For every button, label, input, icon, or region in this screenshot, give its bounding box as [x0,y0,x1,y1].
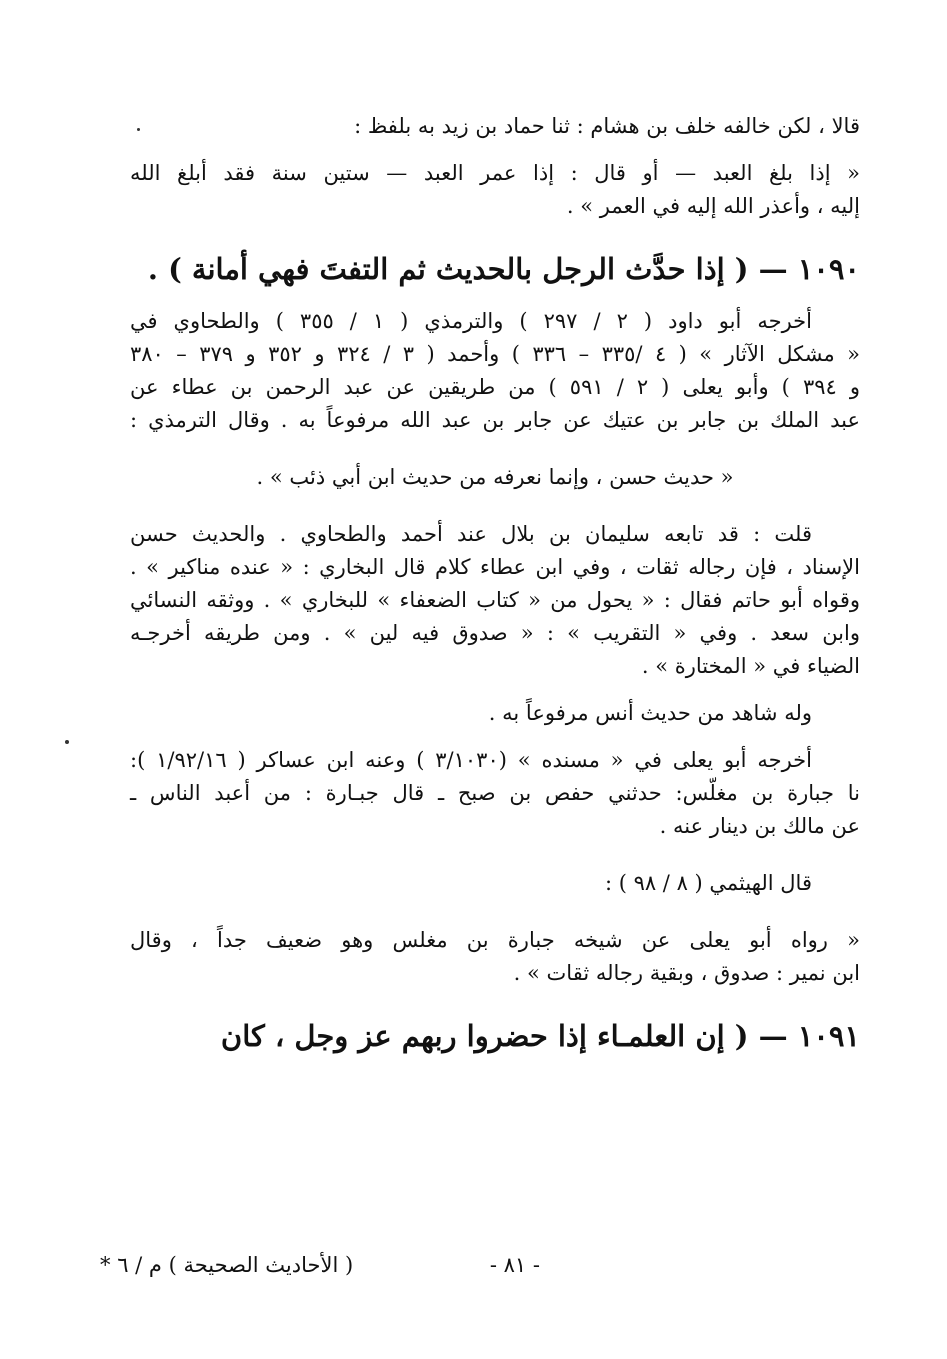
text-line: « مشكل الآثار » ( ٤ /٣٣٥ – ٣٣٦ ) وأحمد ( ٣ / ٣٢٤ و ٣٥٢ و ٣٧٩ – ٣٨٠ [130,342,860,366]
text-line: قال الهيثمي ( ٨ / ٩٨ ) : [604,871,812,895]
text-line: أخرجه أبو يعلى في « مسنده » (٣/١٠٣٠ ) وعنه ابن عساكر ( ١/٩٢/١٦ ): [130,748,812,772]
page-body [130,110,860,1058]
text-line: عبد الملك بن جابر بن عتيك عن جابر بن عبد الله مرفوعاً به . وقال الترمذي : [130,408,860,432]
text-line: قالا ، لكن خالفه خلف بن هشام : ثنا حماد بن زيد به بلفظ : [354,114,860,138]
text-line: نا جبارة بن مغلّس: حدثني حفص بن صبح ـ قال جبـارة : من أعبد الناس ـ [130,781,860,805]
text-line: وقواه أبو حاتم فقال : « يحول من « كتاب الضعفاء » للبخاري » . ووثقه النسائي [130,588,860,612]
text-line: الإسناد ، فإن رجاله ثقات ، وفي ابن عطاء كلام قال البخاري : « عنده مناكير » . [130,555,860,579]
page-number: - ٨١ - [489,1253,540,1277]
hadith-heading-1090: ١٠٩٠ — ( إذا حدَّث الرجل بالحديث ثم التفتَ فهي أمانة ) . [147,252,860,286]
text-line: قلت : قد تابعه سليمان بن بلال عند أحمد والطحاوي . والحديث حسن [130,522,812,546]
quote-line: « إذا بلغ العبد — أو قال : إذا عمر العبد — ستين سنة فقد أبلغ الله [130,161,860,185]
quote-line: إليه ، وأعذر الله إليه في العمر » . [566,194,860,218]
scan-speck [137,128,140,131]
scan-speck [65,740,69,744]
hadith-heading-1091: ١٠٩١ — ( إن العلمـاء إذا حضروا ربهم عز وجل ، كان [220,1019,860,1053]
quote-line: « حديث حسن ، وإنما نعرفه من حديث ابن أبي ذئب » . [256,465,734,489]
book-reference: ( الأحاديث الصحيحة ) م / ٦ * [100,1253,354,1277]
quote-line: ابن نمير : صدوق ، وبقية رجاله ثقات » . [513,961,860,985]
text-line: أخرجه أبو داود ( ٢ / ٢٩٧ ) والترمذي ( ١ / ٣٥٥ ) والطحاوي في [130,309,812,333]
text-line: وله شاهد من حديث أنس مرفوعاً به . [488,701,812,725]
text-line: عن مالك بن دينار عنه . [659,814,860,838]
quote-line: « رواه أبو يعلى عن شيخه جبارة بن مغلس وهو ضعيف جداً ، وقال [130,928,860,952]
text-line: وابن سعد . وفي « التقريب » : « صدوق فيه لين » . ومن طريقه أخرجـه [130,621,860,645]
text-line: و ٣٩٤ ) وأبو يعلى ( ٢ / ٥٩١ ) من طريقين عن عبد الرحمن بن عطاء عن [130,375,860,399]
text-line: الضياء في « المختارة » . [641,654,860,678]
